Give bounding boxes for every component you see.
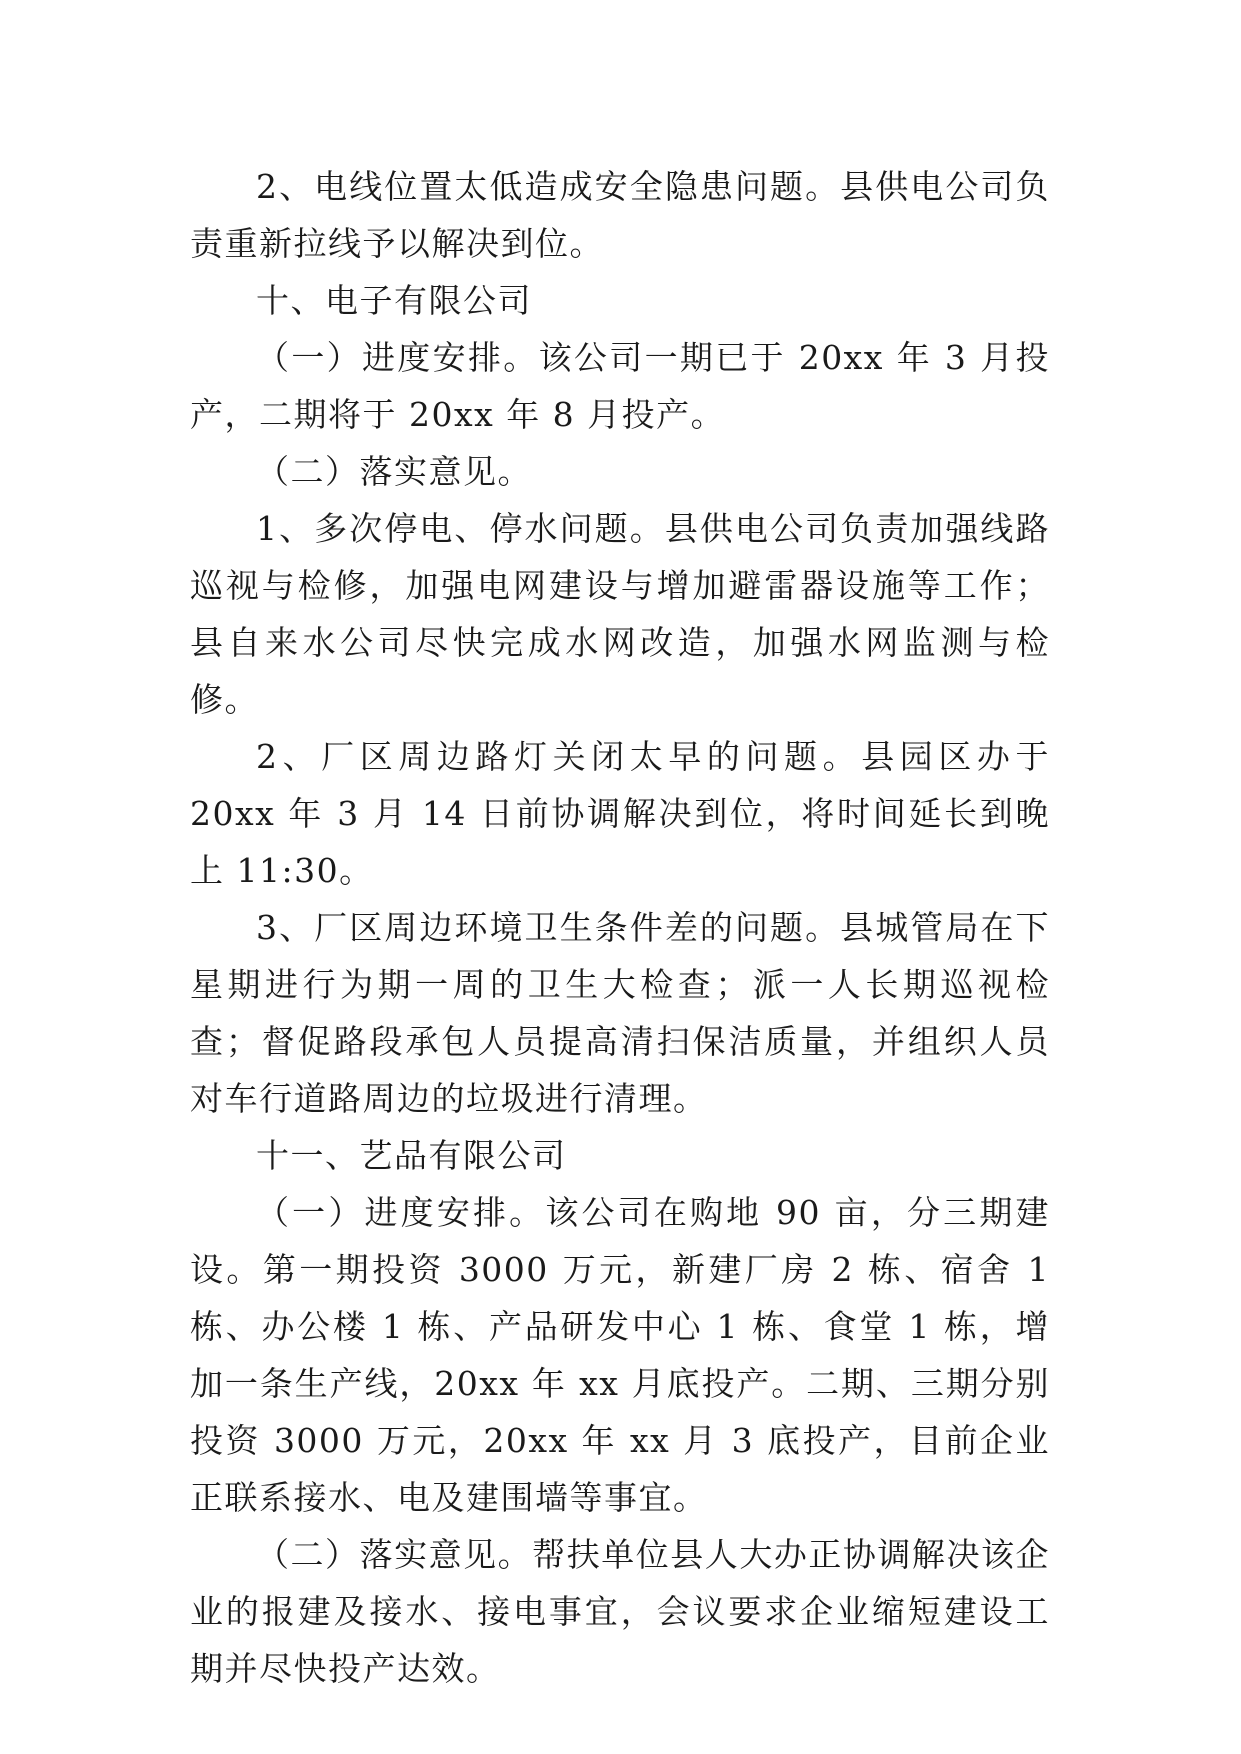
document-body (190, 158, 1050, 1697)
paragraph-progress-11: （一）进度安排。该公司在购地 90 亩，分三期建设。第一期投资 3000 万元，新建厂房 2 栋、宿舍 1 栋、办公楼 1 栋、产品研发中心 1 栋、食堂 1 栋，增加一条生产线，20xx 年 xx 月底投产。二期、三期分别投资 3000 万元，20xx 年 xx 月 3 底投产，目前企业正联系接水、电及建围墙等事宜。 (190, 1193, 1050, 1517)
paragraph-item-1-outage: 1、多次停电、停水问题。县供电公司负责加强线路巡视与检修，加强电网建设与增加避雷器设施等工作；县自来水公司尽快完成水网改造，加强水网监测与检修。 (190, 509, 1050, 719)
paragraph-item-3-sanitation: 3、厂区周边环境卫生条件差的问题。县城管局在下星期进行为期一周的卫生大检查；派一人长期巡视检查；督促路段承包人员提高清扫保洁质量，并组织人员对车行道路周边的垃圾进行清理。 (190, 908, 1050, 1118)
paragraph-item-2-streetlights: 2、厂区周边路灯关闭太早的问题。县园区办于 20xx 年 3 月 14 日前协调解决到位，将时间延长到晚上 11:30。 (190, 737, 1050, 890)
section-heading-10: 十、电子有限公司 (256, 281, 532, 320)
section-heading-11: 十一、艺品有限公司 (256, 1136, 567, 1175)
paragraph-progress-10: （一）进度安排。该公司一期已于 20xx 年 3 月投产，二期将于 20xx 年 8 月投产。 (190, 338, 1050, 434)
paragraph-opinion-heading-10: （二）落实意见。 (256, 452, 532, 491)
paragraph-item-2-power-line: 2、电线位置太低造成安全隐患问题。县供电公司负责重新拉线予以解决到位。 (190, 167, 1050, 263)
paragraph-opinion-11: （二）落实意见。帮扶单位县人大办正协调解决该企业的报建及接水、接电事宜，会议要求企业缩短建设工期并尽快投产达效。 (190, 1535, 1050, 1688)
